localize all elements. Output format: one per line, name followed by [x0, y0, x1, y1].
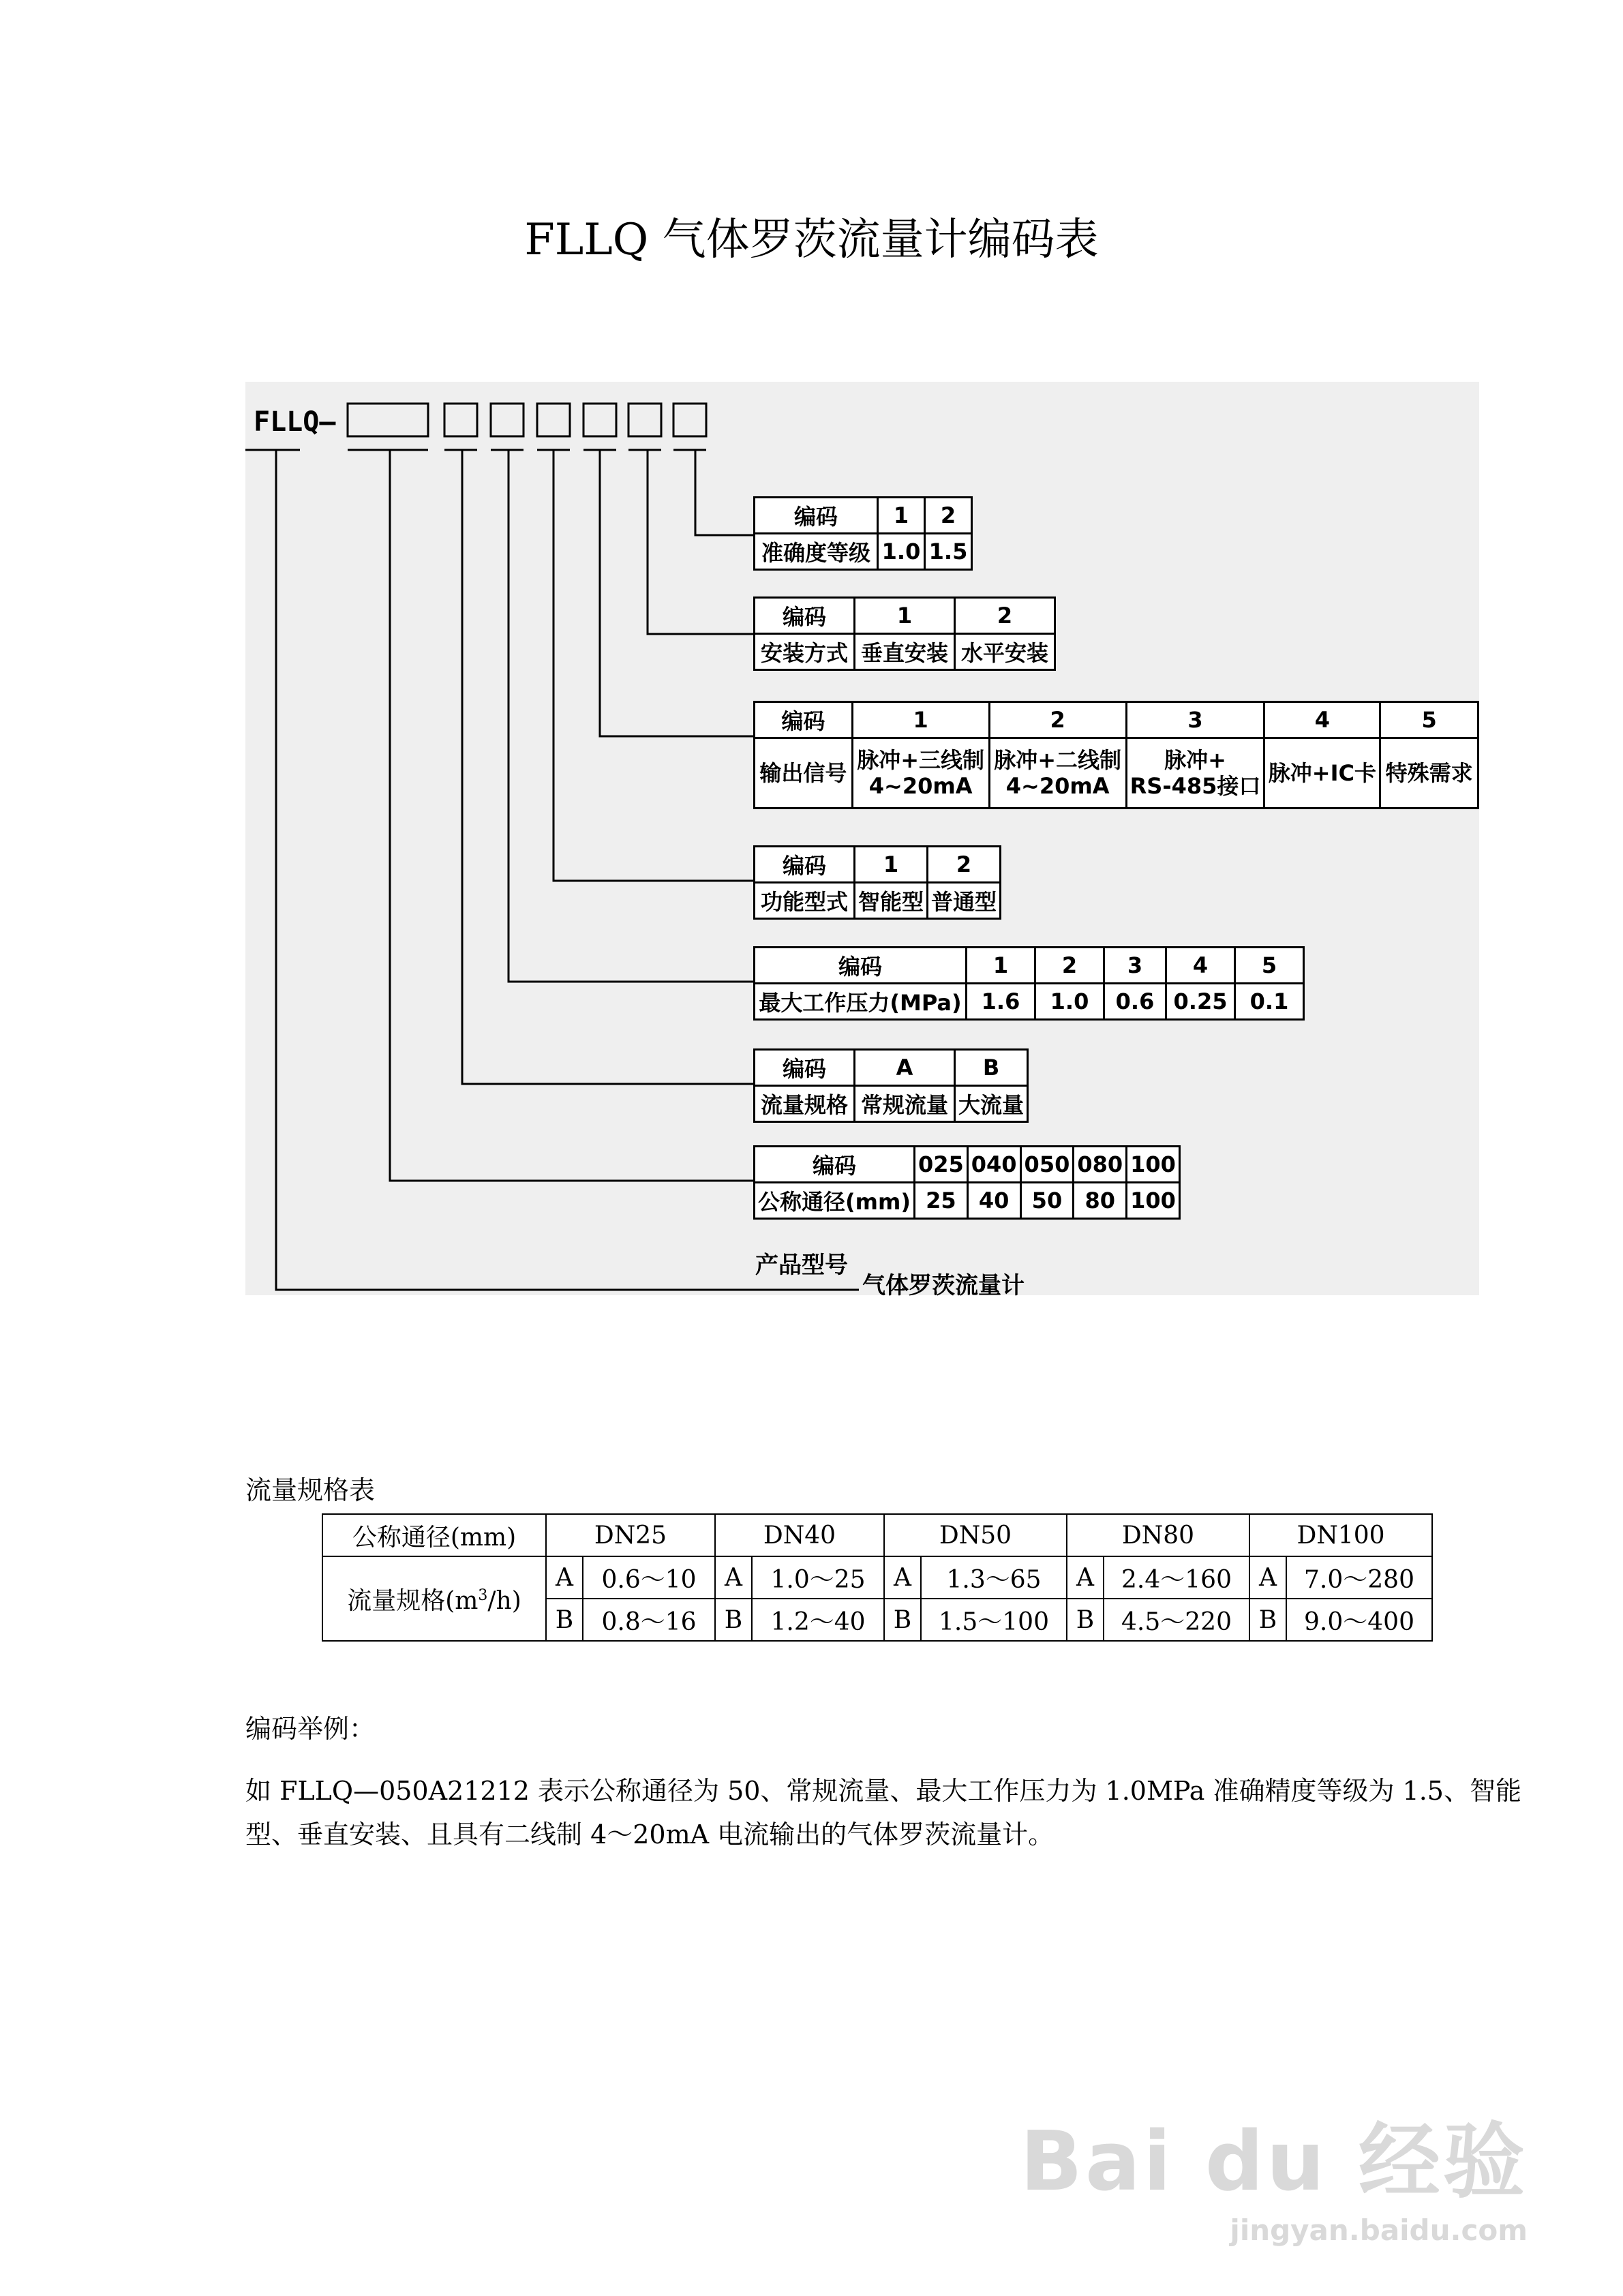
value-cell: 1.0 — [1035, 984, 1104, 1020]
code-cell: B — [1249, 1599, 1286, 1641]
code-cell: 1 — [855, 598, 955, 634]
code-cell: A — [884, 1556, 921, 1599]
value-cell: 1.0～25 — [752, 1556, 884, 1599]
header-cell: 编码 — [755, 1147, 915, 1183]
code-cell: 025 — [914, 1147, 967, 1183]
watermark-url: jingyan.baidu.com — [1230, 2214, 1528, 2247]
header-cell: 编码 — [755, 1050, 855, 1086]
value-cell — [1126, 738, 1264, 809]
value-cell: 2.4～160 — [1104, 1556, 1249, 1599]
code-box-install — [628, 404, 661, 436]
value-cell: 100 — [1127, 1183, 1180, 1219]
value-cell: 50 — [1020, 1183, 1074, 1219]
coding-diagram — [245, 382, 1479, 1299]
code-cell: 4 — [1166, 948, 1235, 984]
code-cell: B — [715, 1599, 752, 1641]
code-cell: A — [1067, 1556, 1104, 1599]
code-cell: 050 — [1020, 1147, 1074, 1183]
code-box-output — [583, 404, 616, 436]
code-box-function — [537, 404, 570, 436]
code-cell: 4 — [1264, 702, 1380, 738]
row-label: 流量规格 — [755, 1086, 855, 1122]
diameter-code-table — [753, 1145, 1181, 1220]
code-cell: 5 — [1380, 702, 1478, 738]
example-label: 编码举例： — [245, 1714, 376, 1744]
row-label — [322, 1556, 546, 1641]
value-line: 脉冲+二线制 — [994, 747, 1122, 773]
header-cell: 编码 — [755, 598, 855, 634]
code-cell: 1 — [967, 948, 1035, 984]
value-cell: 0.6～10 — [583, 1556, 715, 1599]
code-box-pressure — [491, 404, 524, 436]
value-cell: 9.0～400 — [1286, 1599, 1432, 1641]
row-label: 安装方式 — [755, 634, 855, 670]
value-cell: 1.6 — [967, 984, 1035, 1020]
value-cell: 0.8～16 — [583, 1599, 715, 1641]
value-cell: 垂直安装 — [855, 634, 955, 670]
code-cell: 2 — [989, 702, 1126, 738]
code-cell: 100 — [1127, 1147, 1180, 1183]
flow-spec-label: 流量规格表 — [245, 1475, 376, 1505]
code-cell: 5 — [1235, 948, 1304, 984]
value-cell: 25 — [914, 1183, 967, 1219]
value-cell — [1380, 738, 1478, 809]
value-cell: 1.3～65 — [921, 1556, 1067, 1599]
row-label: 公称通径(mm) — [755, 1183, 915, 1219]
code-box-accuracy — [673, 404, 706, 436]
accuracy-code-table — [753, 496, 973, 571]
value-line: 特殊需求 — [1385, 760, 1473, 786]
code-cell: 2 — [928, 847, 1001, 883]
value-cell: 1.0 — [878, 534, 925, 570]
code-cell: B — [546, 1599, 583, 1641]
column-header: DN100 — [1249, 1514, 1432, 1556]
code-cell: A — [855, 1050, 955, 1086]
header-cell: 编码 — [755, 498, 878, 534]
header-cell: 编码 — [755, 702, 853, 738]
row-label-suffix: /h) — [487, 1586, 521, 1615]
code-cell: 2 — [925, 498, 972, 534]
value-line: 4~20mA — [868, 773, 973, 799]
value-cell: 7.0～280 — [1286, 1556, 1432, 1599]
value-cell: 常规流量 — [855, 1086, 955, 1122]
model-prefix: FLLQ— — [254, 406, 336, 438]
install-code-table — [753, 596, 1056, 671]
value-cell — [989, 738, 1126, 809]
value-line: RS-485接口 — [1129, 773, 1261, 799]
value-cell: 1.5～100 — [921, 1599, 1067, 1641]
code-box-flow — [444, 404, 477, 436]
column-header: DN40 — [715, 1514, 884, 1556]
value-cell: 0.1 — [1235, 984, 1304, 1020]
code-cell: B — [884, 1599, 921, 1641]
code-cell: 1 — [878, 498, 925, 534]
output-code-table — [753, 701, 1479, 809]
value-line: 4~20mA — [1005, 773, 1110, 799]
header-label: 公称通径(mm) — [322, 1514, 546, 1556]
code-cell: B — [955, 1050, 1028, 1086]
row-label-prefix: 流量规格(m — [347, 1586, 479, 1615]
code-box-diameter — [348, 404, 428, 436]
code-cell: A — [1249, 1556, 1286, 1599]
code-cell: 3 — [1126, 702, 1264, 738]
value-cell: 40 — [967, 1183, 1020, 1219]
flow-spec-table — [322, 1513, 1433, 1642]
code-cell: A — [715, 1556, 752, 1599]
example-text: 如 FLLQ—050A21212 表示公称通径为 50、常规流量、最大工作压力为 1.0MPa 准确精度等级为 1.5、智能型、垂直安装、且具有二线制 4～20mA 电流输出的气体罗茨流量计。 — [245, 1776, 1521, 1849]
value-cell: 普通型 — [928, 883, 1001, 919]
header-cell: 编码 — [755, 847, 855, 883]
code-cell: B — [1067, 1599, 1104, 1641]
code-cell: 1 — [855, 847, 928, 883]
code-cell: A — [546, 1556, 583, 1599]
watermark-brand: Bai du 经验 — [1020, 2115, 1528, 2209]
column-header: DN50 — [884, 1514, 1067, 1556]
product-type-label: 产品型号 — [755, 1252, 848, 1279]
code-cell: 2 — [1035, 948, 1104, 984]
value-cell: 大流量 — [955, 1086, 1028, 1122]
value-line: 脉冲+IC卡 — [1268, 760, 1376, 786]
column-header: DN80 — [1067, 1514, 1249, 1556]
code-cell: 3 — [1104, 948, 1166, 984]
value-cell: 80 — [1074, 1183, 1127, 1219]
code-cell: 2 — [955, 598, 1055, 634]
code-cell: 080 — [1074, 1147, 1127, 1183]
value-cell: 智能型 — [855, 883, 928, 919]
code-cell: 1 — [852, 702, 989, 738]
column-header: DN25 — [546, 1514, 715, 1556]
row-label: 输出信号 — [755, 738, 853, 809]
code-cell: 040 — [967, 1147, 1020, 1183]
value-cell — [852, 738, 989, 809]
pressure-code-table — [753, 946, 1305, 1021]
row-label: 最大工作压力(MPa) — [755, 984, 967, 1020]
value-cell: 1.2～40 — [752, 1599, 884, 1641]
value-cell: 4.5～220 — [1104, 1599, 1249, 1641]
value-line: 脉冲+ — [1164, 747, 1226, 773]
row-label-sup: 3 — [478, 1586, 488, 1604]
value-cell: 0.25 — [1166, 984, 1235, 1020]
value-cell — [1264, 738, 1380, 809]
value-line: 脉冲+三线制 — [857, 747, 985, 773]
value-cell: 1.5 — [925, 534, 972, 570]
value-cell: 水平安装 — [955, 634, 1055, 670]
flow-code-table — [753, 1048, 1029, 1123]
baidu-watermark — [1020, 2096, 1528, 2247]
row-label: 准确度等级 — [755, 534, 878, 570]
page-title: FLLQ 气体罗茨流量计编码表 — [524, 215, 1099, 265]
header-cell: 编码 — [755, 948, 967, 984]
function-code-table — [753, 845, 1001, 920]
value-cell: 0.6 — [1104, 984, 1166, 1020]
row-label: 功能型式 — [755, 883, 855, 919]
product-type-value: 气体罗茨流量计 — [862, 1272, 1025, 1299]
